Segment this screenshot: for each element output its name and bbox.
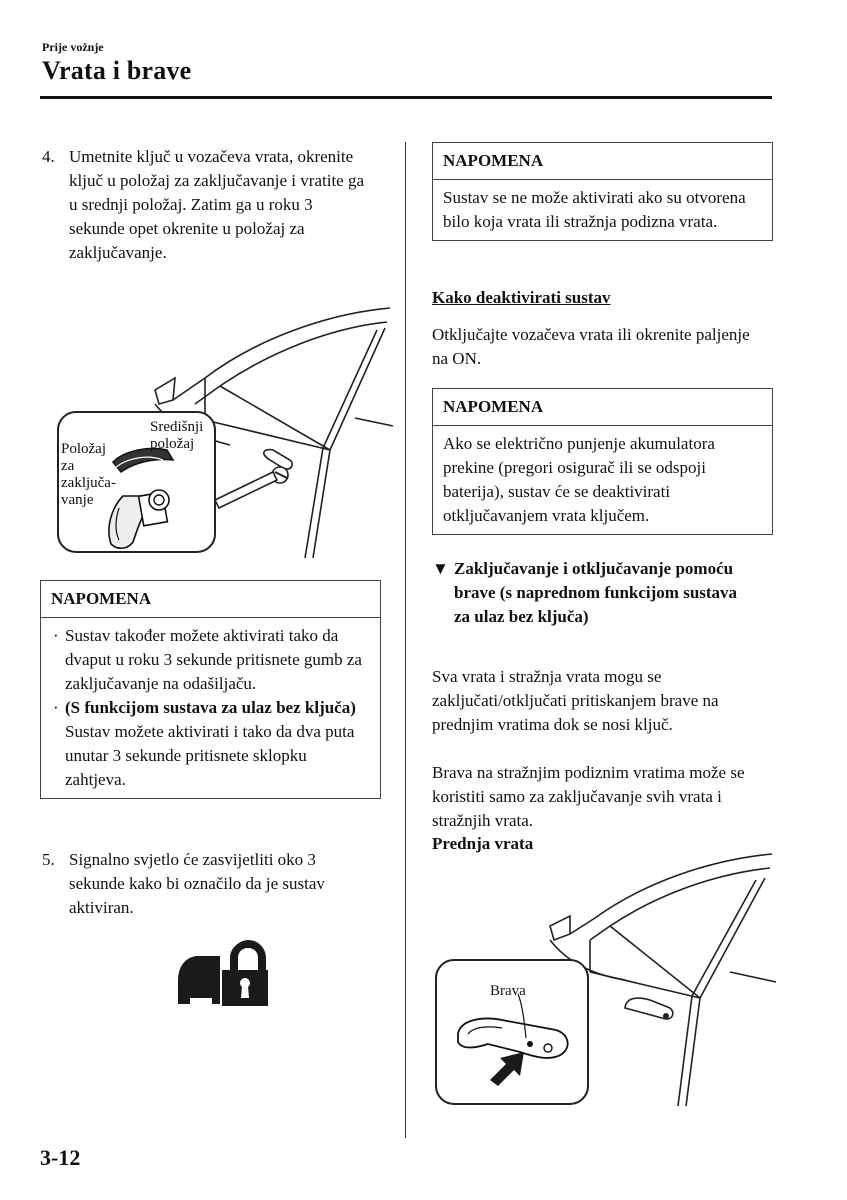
note-heading: NAPOMENA [41,581,380,618]
note-text: Sustav se ne može aktivirati ako su otvorena bilo koja vrata ili stražnja podizna vrata. [443,188,746,231]
step-text: Signalno svjetlo će zasvijetliti oko 3 sekunde kako bi označilo da je sustav aktiviran. [69,850,325,917]
note-bullet-2 [51,696,370,792]
title-rule [40,96,772,99]
locking-heading-text: Zaključavanje i otključavanje pomoću brave (s naprednom funkcijom sustava za ulaz bez ključa) [454,559,738,626]
label-brava: Brava [490,983,526,999]
step-number: 4. [42,147,55,166]
column-divider [405,142,406,1138]
locking-para-1: Sva vrata i stražnja vrata mogu se zaključati/otključati pritiskanjem brave na prednjim vratima dok se nosi ključ. [432,667,719,734]
note-bullet-2-text: Sustav možete aktivirati i tako da dva puta unutar 3 sekunde pritisnete sklopku zahtjeva. [65,722,355,789]
label-center-line1: Središnji [150,419,204,435]
section-marker: ▼ [432,559,449,578]
step-text: Umetnite ključ u vozačeva vrata, okrenite ključ u položaj za zaključavanje i vratite ga u srednji položaj. Zatim ga u roku 3 sekunde opet okrenite u položaj za zaključavanje. [69,147,365,262]
door-key-illustration [55,300,395,565]
note-bullet-2-title: (S funkcijom sustava za ulaz bez ključa) [65,698,356,717]
note-right-2 [432,388,773,535]
page-title: Vrata i brave [42,56,192,85]
bullet-mark: · [53,698,59,717]
note-heading: NAPOMENA [433,143,772,180]
step-5 [42,848,372,920]
label-lock-line4: vanje [61,492,94,508]
label-lock-line1: Položaj [61,441,106,457]
note-right-1 [432,142,773,241]
label-lock-line3: zaključa- [61,475,116,491]
note-bullet-1-text: Sustav također možete aktivirati tako da dvaput u roku 3 sekunde pritisnete gumb za zaključavanje na odašiljaču. [65,626,362,693]
note-left [40,580,381,799]
locking-heading [432,557,752,629]
deactivate-text: Otključajte vozačeva vrata ili okrenite paljenje na ON. [432,325,750,368]
page-number: 3-12 [40,1145,81,1170]
security-indicator-icon [172,938,272,1008]
label-lock-position [61,441,116,509]
bullet-mark: · [53,626,59,645]
note-heading: NAPOMENA [433,389,772,426]
step-number: 5. [42,850,55,869]
note-text: Ako se električno punjenje akumulatora prekine (pregori osigurač ili se odspoji baterija), sustav će se deaktivirati otključavanjem vrata ključem. [443,434,715,525]
deactivate-heading: Kako deaktivirati sustav [432,288,611,307]
label-lock-line2: za [61,458,75,474]
section-label: Prije vožnje [42,40,104,54]
locking-para-2: Brava na stražnjim podiznim vratima može se koristiti samo za zaključavanje svih vrata i stražnjih vrata. [432,763,745,830]
door-handle-illustration [430,848,780,1110]
label-center-position [150,419,203,453]
step-4 [42,145,372,265]
note-bullet-1 [51,624,370,696]
label-center-line2: položaj [150,436,195,452]
front-doors-subtitle: Prednja vrata [432,834,534,853]
